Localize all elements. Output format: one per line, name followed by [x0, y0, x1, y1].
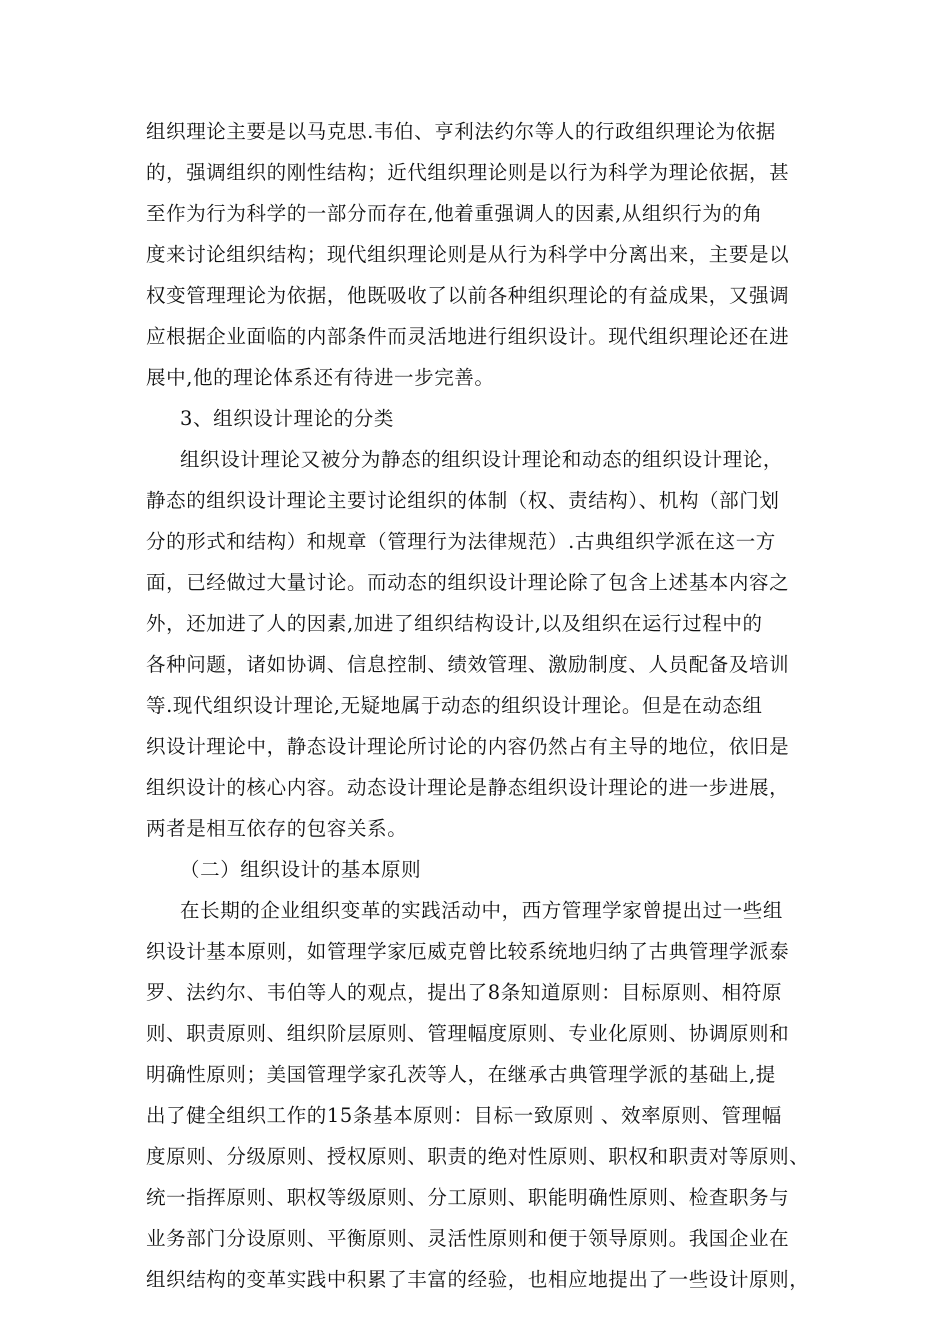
text-line: 分的形式和结构）和规章（管理行为法律规范）.古典组织学派在这一方 [146, 530, 776, 553]
text-line: 组织设计理论又被分为静态的组织设计理论和动态的组织设计理论， [180, 448, 784, 471]
text-line: 面，已经做过大量讨论。而动态的组织设计理论除了包含上述基本内容之 [146, 571, 790, 594]
text-line: 出了健全组织工作的15条基本原则：目标一致原则 、效率原则、管理幅 [146, 1104, 782, 1127]
text-line: 组织结构的变革实践中积累了丰富的经验，也相应地提出了一些设计原则， [146, 1268, 810, 1291]
text-line: 权变管理理论为依据，他既吸收了以前各种组织理论的有益成果，又强调 [146, 284, 790, 307]
text-line: 在长期的企业组织变革的实践活动中，西方管理学家曾提出过一些组 [180, 899, 784, 922]
text-line: 组织理论主要是以马克思.韦伯、亨利法约尔等人的行政组织理论为依据 [146, 120, 776, 143]
text-line: 罗、法约尔、韦伯等人的观点，提出了8条知道原则：目标原则、相符原 [146, 981, 783, 1004]
text-line: 的，强调组织的刚性结构；近代组织理论则是以行为科学为理论依据，甚 [146, 161, 790, 184]
text-line: 组织设计的核心内容。动态设计理论是静态组织设计理论的进一步进展， [146, 776, 790, 799]
text-line: 两者是相互依存的包容关系。 [146, 817, 408, 840]
text-line: 明确性原则；美国管理学家孔茨等人，在继承古典管理学派的基础上,提 [146, 1063, 776, 1086]
text-line: 织设计基本原则，如管理学家厄威克曾比较系统地归纳了古典管理学派泰 [146, 940, 790, 963]
text-line: 静态的组织设计理论主要讨论组织的体制（权、责结构）、机构（部门划 [146, 489, 780, 512]
text-line: 至作为行为科学的一部分而存在,他着重强调人的因素,从组织行为的角 [146, 202, 763, 225]
text-line: 业务部门分设原则、平衡原则、灵活性原则和便于领导原则。我国企业在 [146, 1227, 790, 1250]
text-line: 外，还加进了人的因素,加进了组织结构设计,以及组织在运行过程中的 [146, 612, 763, 635]
section-heading: （二）组织设计的基本原则 [180, 858, 422, 881]
text-line: 织设计理论中，静态设计理论所讨论的内容仍然占有主导的地位，依旧是 [146, 735, 790, 758]
text-line: 统一指挥原则、职权等级原则、分工原则、职能明确性原则、检查职务与 [146, 1186, 790, 1209]
text-line: 则、职责原则、组织阶层原则、管理幅度原则、专业化原则、协调原则和 [146, 1022, 790, 1045]
text-line: 展中,他的理论体系还有待进一步完善。 [146, 366, 495, 389]
text-line: 等.现代组织设计理论,无疑地属于动态的组织设计理论。但是在动态组 [146, 694, 763, 717]
text-line: 各种问题，诸如协调、信息控制、绩效管理、激励制度、人员配备及培训 [146, 653, 790, 676]
text-line: 度来讨论组织结构；现代组织理论则是从行为科学中分离出来，主要是以 [146, 243, 790, 266]
text-line: 度原则、分级原则、授权原则、职责的绝对性原则、职权和职责对等原则、 [146, 1145, 810, 1168]
text-line: 应根据企业面临的内部条件而灵活地进行组织设计。现代组织理论还在进 [146, 325, 790, 348]
section-heading: 3、组织设计理论的分类 [180, 407, 395, 430]
